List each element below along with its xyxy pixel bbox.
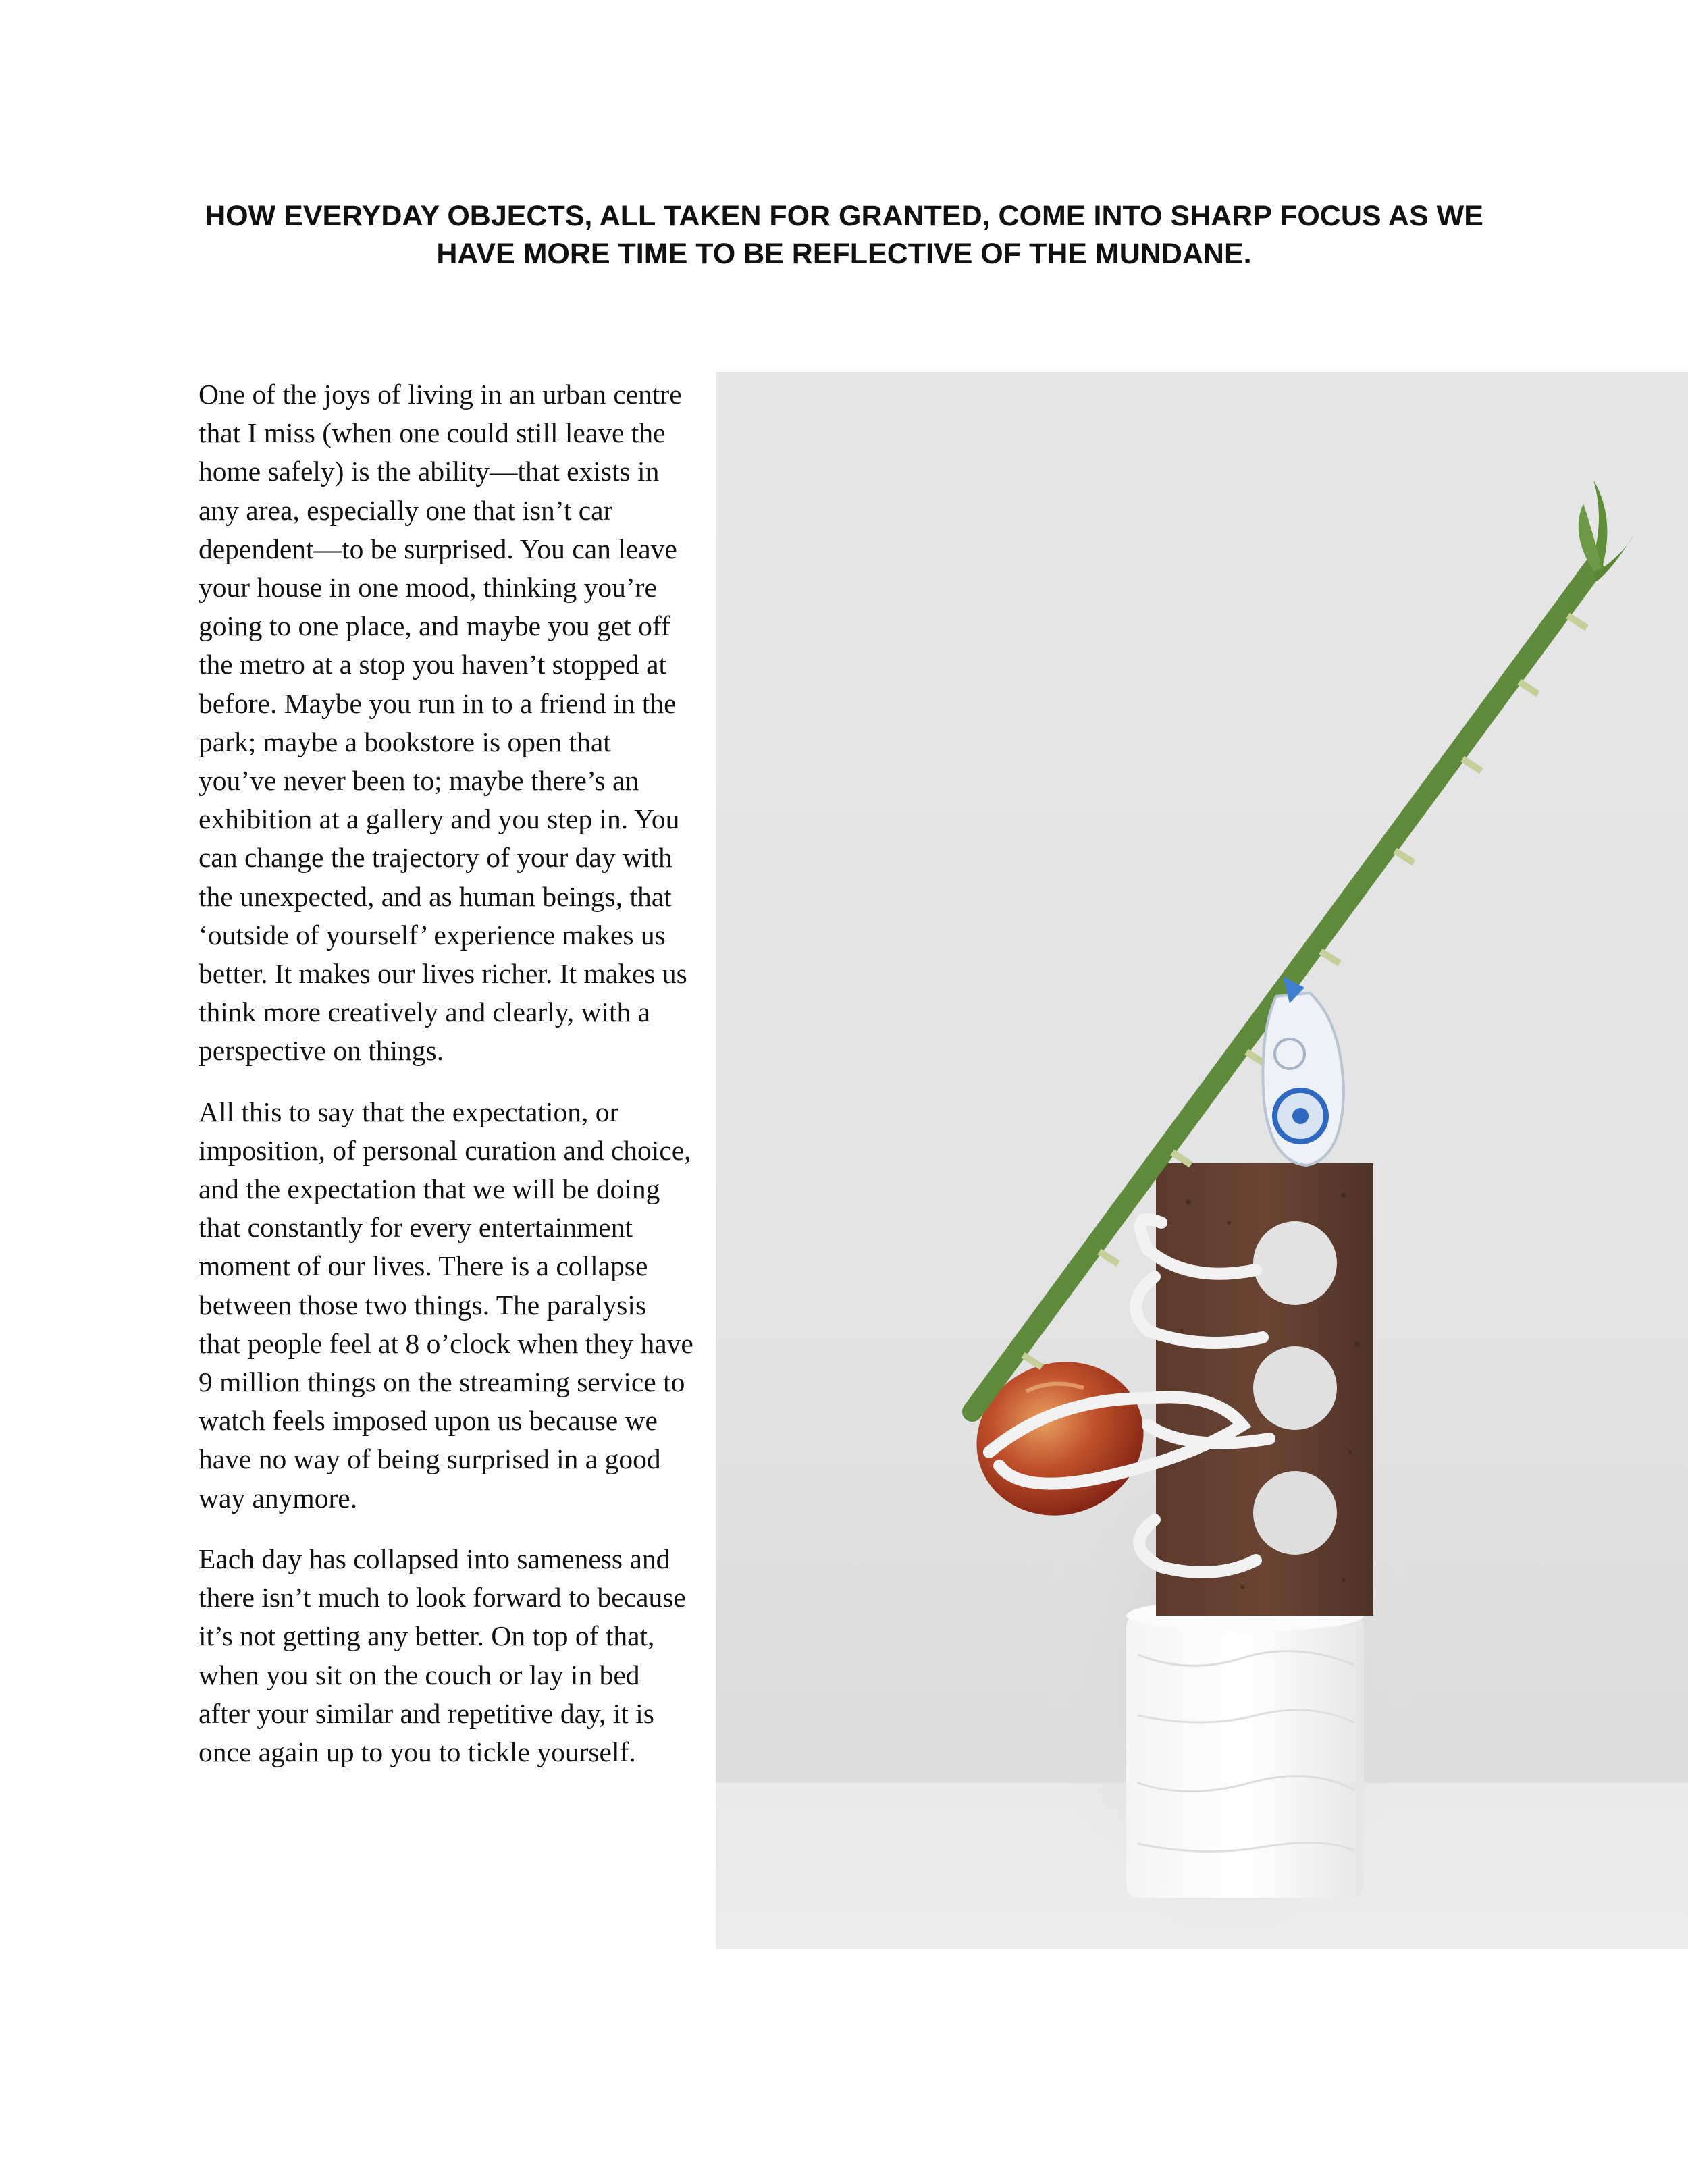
article-body xyxy=(199,375,695,1794)
paragraph-1: One of the joys of living in an urban centre that I miss (when one could still leave the home safely) is the ability—that exists in any area, especially one that isn’t car dependent—to be surprised. You can leave your house in one mood, thinking you’re going to one place, and maybe you get off the metro at a stop you haven’t stopped at before. Maybe you run in to a friend in the park; maybe a bookstore is open that you’ve never been to; maybe there’s an exhibition at a gallery and you step in. You can change the trajectory of your day with the unexpected, and as human beings, that ‘outside of yourself’ experience makes us better. It makes our lives richer. It makes us think more creatively and clearly, with a perspective on things. xyxy=(199,379,687,1067)
headline: HOW EVERYDAY OBJECTS, ALL TAKEN FOR GRANTED, COME INTO SHARP FOCUS AS WE HAVE MORE TIME TO BE REFLECTIVE OF THE MUNDANE. xyxy=(205,200,1483,270)
correction-tape xyxy=(1263,976,1344,1165)
brick xyxy=(1156,1163,1373,1616)
paragraph-3: Each day has collapsed into sameness and there isn’t much to look forward to because it’s not getting any better. On top of that, when you sit on the couch or lay in bed after your similar and repetitive day, it is once again up to you to tickle yourself. xyxy=(199,1543,686,1767)
paragraph-2: All this to say that the expectation, or imposition, of personal curation and choice, and the expectation that we will be doing that constantly for every entertainment moment of our lives. There is a collapse between those two things. The paralysis that people feel at 8 o’clock when they have 9 million things on the streaming service to watch feels imposed upon us because we have no way of being surprised in a good way anymore. xyxy=(199,1096,693,1514)
still-life-photo xyxy=(716,372,1688,1949)
paper-towel-roll xyxy=(1126,1599,1364,1898)
